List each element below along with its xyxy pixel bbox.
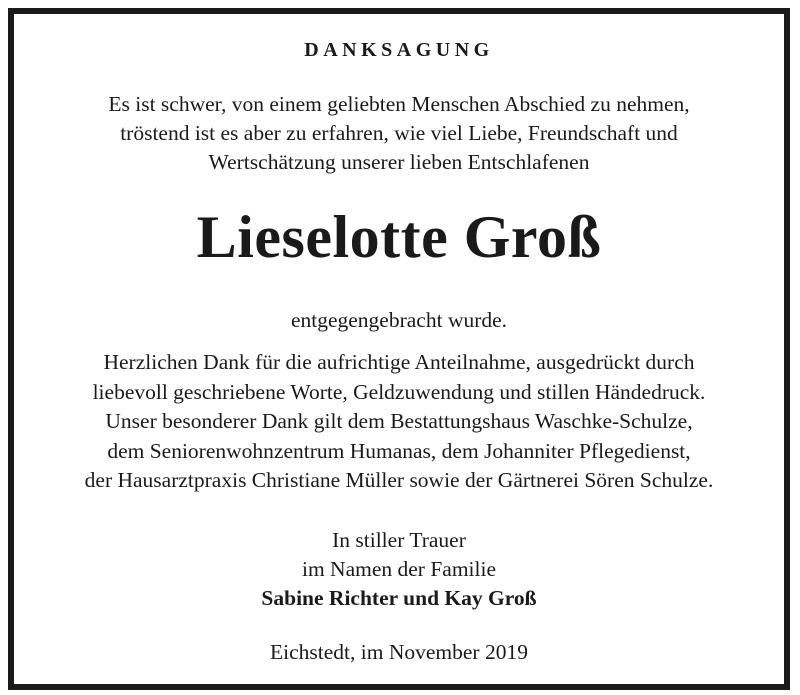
mourning-line: In stiller Trauer bbox=[332, 528, 466, 552]
place-date: Eichstedt, im November 2019 bbox=[270, 640, 528, 664]
notice-frame bbox=[8, 8, 790, 690]
mourning-block bbox=[14, 526, 784, 613]
intro-line: tröstend ist es aber zu erfahren, wie viel Liebe, Freundschaft und bbox=[120, 121, 678, 145]
thanks-line: Unser besonderer Dank gilt dem Bestattungshaus Waschke-Schulze, bbox=[105, 409, 693, 433]
thanks-line: liebevoll geschriebene Worte, Geldzuwendung und stillen Händedruck. bbox=[92, 379, 706, 404]
deceased-name: Lieselotte Groß bbox=[196, 204, 602, 270]
thanks-line: dem Seniorenwohnzentrum Humanas, dem Johanniter Pflegedienst, bbox=[107, 438, 691, 463]
intro-line: Es ist schwer, von einem geliebten Menschen Abschied zu nehmen, bbox=[108, 92, 690, 116]
thanks-line: der Hausarztpraxis Christiane Müller sowie der Gärtnerei Sören Schulze. bbox=[84, 468, 714, 492]
thanks-line: Herzlichen Dank für die aufrichtige Anteilnahme, ausgedrückt durch bbox=[103, 350, 695, 374]
notice-content bbox=[14, 14, 784, 684]
intro-paragraph bbox=[14, 90, 784, 177]
signers: Sabine Richter und Kay Groß bbox=[261, 586, 537, 610]
notice-heading: DANKSAGUNG bbox=[304, 39, 494, 61]
intro-line: Wertschätzung unserer lieben Entschlafenen bbox=[208, 150, 590, 174]
thanks-paragraph bbox=[14, 348, 784, 496]
received-line: entgegengebracht wurde. bbox=[290, 308, 508, 332]
mourning-line: im Namen der Familie bbox=[301, 557, 497, 581]
